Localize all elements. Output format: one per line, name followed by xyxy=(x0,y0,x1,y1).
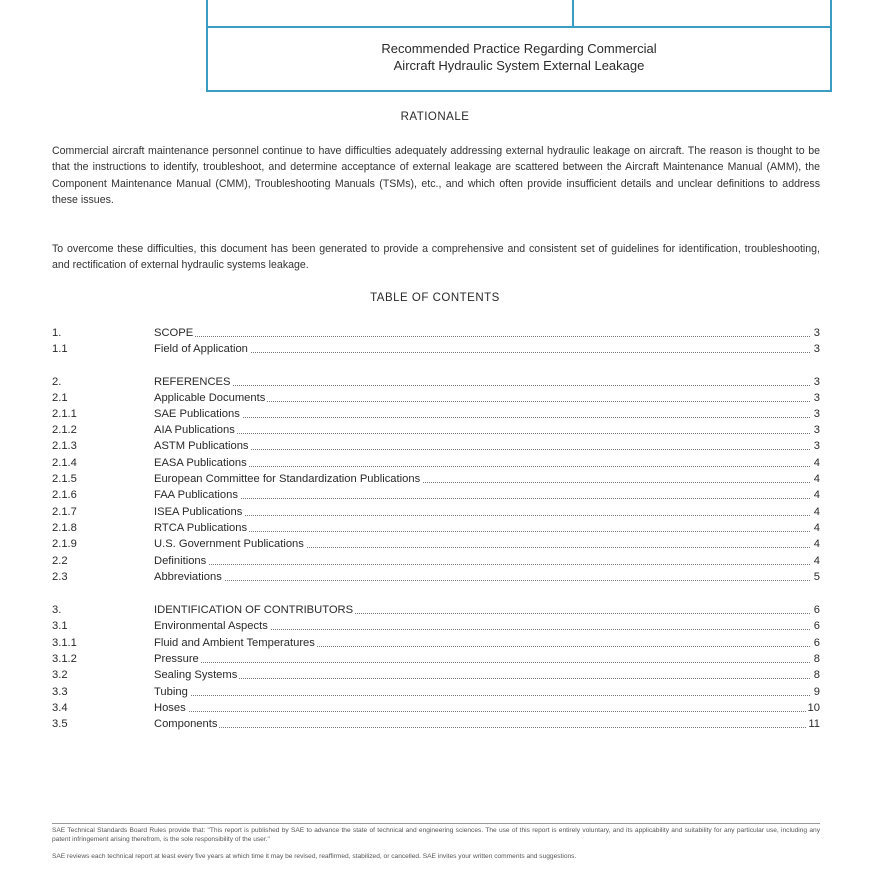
toc-entry-page: 3 xyxy=(813,424,820,436)
toc-entry-page: 3 xyxy=(813,327,820,339)
toc-entry-number: 3.1.2 xyxy=(52,653,77,665)
toc-entry-title: Field of Application xyxy=(154,343,248,355)
toc-entry-number: 2.1.8 xyxy=(52,522,77,534)
toc-dot-leader xyxy=(154,433,810,434)
toc-entry-page: 3 xyxy=(813,408,820,420)
toc-entry-title: Environmental Aspects xyxy=(154,620,268,632)
toc-entry-title: IDENTIFICATION OF CONTRIBUTORS xyxy=(154,604,354,616)
toc-dot-leader xyxy=(154,515,810,516)
toc-entry[interactable] xyxy=(52,422,820,438)
toc-entry-number: 2.3 xyxy=(52,571,68,583)
footer-rule xyxy=(52,823,820,824)
toc-entry-title: ISEA Publications xyxy=(154,506,243,518)
toc-entry-number: 1. xyxy=(52,327,62,339)
toc-entry-title: Definitions xyxy=(154,555,207,567)
toc-entry-title: AIA Publications xyxy=(154,424,235,436)
toc-entry[interactable] xyxy=(52,471,820,487)
toc-entry-number: 2.1.7 xyxy=(52,506,77,518)
toc-entry-page: 4 xyxy=(813,457,820,469)
toc-entry[interactable] xyxy=(52,536,820,552)
toc-dot-leader xyxy=(154,449,810,450)
toc-entry-title: Hoses xyxy=(154,702,186,714)
toc-entry[interactable] xyxy=(52,635,820,651)
toc-dot-leader xyxy=(154,678,810,679)
toc-entry-page: 6 xyxy=(813,637,820,649)
toc-entry-title: ASTM Publications xyxy=(154,440,249,452)
toc-entry-title: Applicable Documents xyxy=(154,392,266,404)
toc-entry-title: European Committee for Standardization Publications xyxy=(154,473,421,485)
toc-entry-number: 2.1.6 xyxy=(52,489,77,501)
toc-entry-number: 3.5 xyxy=(52,718,68,730)
document-title-line1: Recommended Practice Regarding Commercial xyxy=(381,41,657,56)
toc-entry-number: 2.1.3 xyxy=(52,440,77,452)
toc-entry-page: 11 xyxy=(808,718,820,730)
document-title xyxy=(208,40,830,74)
toc-entry[interactable] xyxy=(52,602,820,618)
toc-dot-leader xyxy=(154,564,810,565)
header-cell-divider xyxy=(572,0,574,26)
toc-entry-page: 5 xyxy=(813,571,820,583)
toc-entry-number: 2.1 xyxy=(52,392,68,404)
toc-entry-number: 3.4 xyxy=(52,702,68,714)
toc-entry[interactable] xyxy=(52,438,820,454)
toc-entry[interactable] xyxy=(52,406,820,422)
toc-entry-page: 8 xyxy=(813,669,820,681)
toc-entry-page: 3 xyxy=(813,392,820,404)
toc-entry-page: 6 xyxy=(813,604,820,616)
toc-entry[interactable] xyxy=(52,325,820,341)
toc-entry-number: 3.2 xyxy=(52,669,68,681)
toc-entry[interactable] xyxy=(52,504,820,520)
footer-legal-paragraph-2: SAE reviews each technical report at least every five years at which time it may be revised, reaffirmed, stabilized, or cancelled. SAE invites your written comments and suggestions. xyxy=(52,853,577,860)
toc-entry[interactable] xyxy=(52,374,820,390)
toc-entry[interactable] xyxy=(52,569,820,585)
toc-dot-leader xyxy=(154,385,810,386)
header-top-row xyxy=(208,0,830,28)
toc-entry-page: 10 xyxy=(807,702,820,714)
toc-dot-leader xyxy=(154,417,810,418)
toc-entry-number: 2. xyxy=(52,376,62,388)
toc-entry-title: Components xyxy=(154,718,218,730)
toc-entry-title: FAA Publications xyxy=(154,489,238,501)
toc-dot-leader xyxy=(154,531,810,532)
toc-entry-page: 3 xyxy=(813,440,820,452)
toc-dot-leader xyxy=(154,711,810,712)
toc-entry[interactable] xyxy=(52,684,820,700)
toc-entry-number: 2.2 xyxy=(52,555,68,567)
toc-entry[interactable] xyxy=(52,341,820,357)
toc-entry[interactable] xyxy=(52,651,820,667)
toc-entry-title: EASA Publications xyxy=(154,457,247,469)
toc-entry-number: 2.1.5 xyxy=(52,473,77,485)
toc-entry-title: SAE Publications xyxy=(154,408,240,420)
toc-entry-title: U.S. Government Publications xyxy=(154,538,304,550)
rationale-paragraph-2: To overcome these difficulties, this document has been generated to provide a comprehensive and consistent set of guidelines for identification, troubleshooting, and rectification of external hydraulic systems leakage. xyxy=(52,243,820,272)
toc-entry-number: 3. xyxy=(52,604,62,616)
toc-entry-number: 3.3 xyxy=(52,686,68,698)
toc-dot-leader xyxy=(154,662,810,663)
toc-entry-number: 3.1.1 xyxy=(52,637,77,649)
footer-legal-paragraph-1: SAE Technical Standards Board Rules provide that: "This report is published by SAE to advance the state of technical and engineering sciences. The use of this report is entirely voluntary, and its applicability and suitability for any particular use, including any patent infringement arising therefrom, is the sole responsibility of the user." xyxy=(52,827,820,843)
toc-entry[interactable] xyxy=(52,390,820,406)
toc-entry-page: 4 xyxy=(813,538,820,550)
toc-entry[interactable] xyxy=(52,455,820,471)
toc-entry[interactable] xyxy=(52,487,820,503)
toc-entry-page: 3 xyxy=(813,343,820,355)
toc-entry-number: 1.1 xyxy=(52,343,68,355)
toc-entry-page: 8 xyxy=(813,653,820,665)
toc-dot-leader xyxy=(154,695,810,696)
toc-entry-number: 3.1 xyxy=(52,620,68,632)
toc-entry[interactable] xyxy=(52,716,820,732)
toc-entry[interactable] xyxy=(52,667,820,683)
toc-dot-leader xyxy=(154,727,810,728)
toc-entry-page: 4 xyxy=(813,522,820,534)
toc-entry-page: 4 xyxy=(813,555,820,567)
toc-dot-leader xyxy=(154,336,810,337)
rationale-paragraph-1: Commercial aircraft maintenance personnel continue to have difficulties adequately addressing external hydraulic leakage on aircraft. The reason is thought to be that the instructions to identify, troubleshoot, and determine acceptance of external leakage are scattered between the Aircraft Maintenance Manual (AMM), the Component Maintenance Manual (CMM), Troubleshooting Manuals (TSMs), etc., and which often provide insufficient details and unclear definitions to address these issues. xyxy=(52,145,820,206)
rationale-heading: RATIONALE xyxy=(400,111,470,123)
toc-entry[interactable] xyxy=(52,553,820,569)
toc-entry-page: 9 xyxy=(813,686,820,698)
toc-entry[interactable] xyxy=(52,618,820,634)
toc-entry-title: Sealing Systems xyxy=(154,669,238,681)
toc-entry-page: 6 xyxy=(813,620,820,632)
toc-entry-number: 2.1.1 xyxy=(52,408,77,420)
toc-entry-title: Fluid and Ambient Temperatures xyxy=(154,637,315,649)
document-header-box xyxy=(206,0,832,92)
toc-entry-number: 2.1.2 xyxy=(52,424,77,436)
toc-entry-page: 4 xyxy=(813,506,820,518)
toc-dot-leader xyxy=(154,580,810,581)
toc-entry-title: REFERENCES xyxy=(154,376,231,388)
toc-entry[interactable] xyxy=(52,520,820,536)
toc-entry-title: Abbreviations xyxy=(154,571,222,583)
toc-entry[interactable] xyxy=(52,700,820,716)
toc-dot-leader xyxy=(154,352,810,353)
toc-entry-page: 4 xyxy=(813,473,820,485)
toc-dot-leader xyxy=(154,498,810,499)
toc-heading: TABLE OF CONTENTS xyxy=(370,292,500,304)
toc-entry-page: 4 xyxy=(813,489,820,501)
toc-entry-page: 3 xyxy=(813,376,820,388)
toc-entry-title: Tubing xyxy=(154,686,188,698)
toc-dot-leader xyxy=(154,466,810,467)
toc-entry-title: Pressure xyxy=(154,653,199,665)
toc-entry-number: 2.1.4 xyxy=(52,457,77,469)
toc-entry-title: SCOPE xyxy=(154,327,194,339)
toc-entry-title: RTCA Publications xyxy=(154,522,248,534)
document-title-line2: Aircraft Hydraulic System External Leakage xyxy=(393,58,645,73)
toc-entry-number: 2.1.9 xyxy=(52,538,77,550)
